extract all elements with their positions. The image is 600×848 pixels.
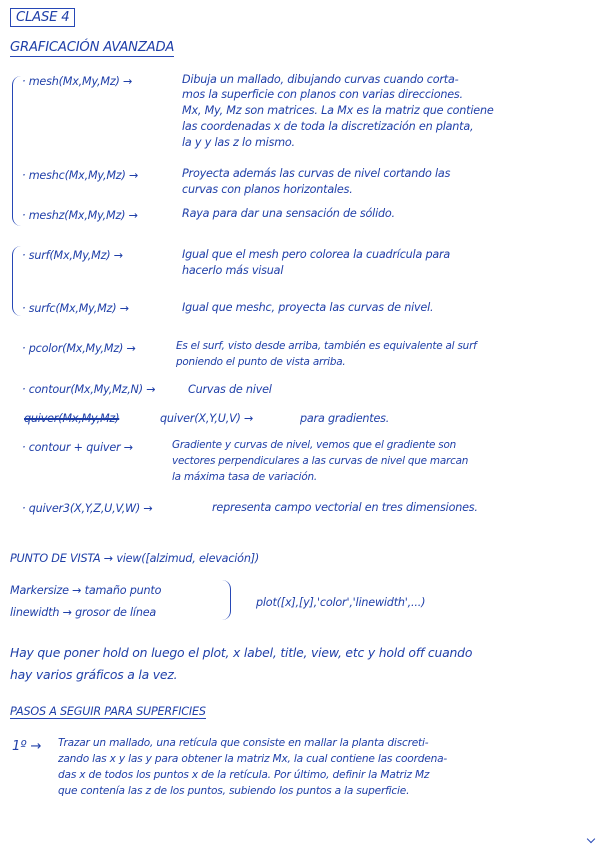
plot-syntax: plot([x],[y],'color','linewidth',...) <box>256 596 426 609</box>
desc-meshc-1: Proyecta además las curvas de nivel cortando las <box>182 167 451 180</box>
group1-brace <box>12 76 21 226</box>
hold-note-1: Hay que poner hold on luego el plot, x label, title, view, etc y hold off cuando <box>10 645 473 660</box>
desc-cq-2: vectores perpendiculares a las curvas de nivel que marcan <box>172 455 469 467</box>
cmd-quiver: quiver(X,Y,U,V) → <box>160 412 254 425</box>
desc-surfc: Igual que meshc, proyecta las curvas de nivel. <box>182 301 434 314</box>
desc-mesh-2: mos la superficie con planos con varias direcciones. <box>182 88 463 101</box>
desc-mesh-4: las coordenadas x de toda la discretización en planta, <box>182 120 474 133</box>
step1-line-4: que contenía las z de los puntos, subiendo los puntos a la superficie. <box>58 785 410 797</box>
desc-cq-1: Gradiente y curvas de nivel, vemos que el gradiente son <box>172 439 456 451</box>
desc-pcolor-2: poniendo el punto de vista arriba. <box>176 356 346 368</box>
desc-surf-1: Igual que el mesh pero colorea la cuadrícula para <box>182 248 451 261</box>
steps-title: PASOS A SEGUIR PARA SUPERFICIES <box>10 705 206 718</box>
cmd-meshc: · meshc(Mx,My,Mz) → <box>22 169 139 182</box>
desc-mesh-3: Mx, My, Mz son matrices. La Mx es la matriz que contiene <box>182 104 494 117</box>
struck-command: quiver(Mx,My,Mz) <box>24 412 120 425</box>
cmd-contour: · contour(Mx,My,Mz,N) → <box>22 383 156 396</box>
desc-pcolor-1: Es el surf, visto desde arriba, también es equivalente al surf <box>176 340 477 352</box>
step1-line-2: zando las x y las y para obtener la matriz Mx, la cual contiene las coordena- <box>58 753 448 765</box>
cmd-meshz: · meshz(Mx,My,Mz) → <box>22 209 138 222</box>
step1-number: 1º → <box>12 739 42 754</box>
cmd-mesh: · mesh(Mx,My,Mz) → <box>22 75 133 88</box>
desc-mesh-5: la y y las z lo mismo. <box>182 136 295 149</box>
page-corner-mark <box>587 835 595 843</box>
cmd-surfc: · surfc(Mx,My,Mz) → <box>22 302 129 315</box>
hold-note-2: hay varios gráficos a la vez. <box>10 667 178 682</box>
desc-mesh-1: Dibuja un mallado, dibujando curvas cuando corta- <box>182 73 459 86</box>
cmd-quiver3: · quiver3(X,Y,Z,U,V,W) → <box>22 502 153 515</box>
step1-line-3: das x de todos los puntos x de la retícula. Por último, definir la Matriz Mz <box>58 769 430 781</box>
desc-cq-3: la máxima tasa de variación. <box>172 471 317 483</box>
class-label: CLASE 4 <box>10 8 75 27</box>
step1-line-1: Trazar un mallado, una retícula que consiste en mallar la planta discreti- <box>58 737 429 749</box>
linewidth-note: linewidth → grosor de línea <box>10 606 157 619</box>
markersize-note: Markersize → tamaño punto <box>10 584 162 597</box>
cmd-surf: · surf(Mx,My,Mz) → <box>22 249 123 262</box>
group2-brace <box>12 246 21 316</box>
cmd-contour-quiver: · contour + quiver → <box>22 441 133 454</box>
desc-surf-2: hacerlo más visual <box>182 264 284 277</box>
view-brace <box>222 580 231 620</box>
desc-meshz: Raya para dar una sensación de sólido. <box>182 207 395 220</box>
view-label: PUNTO DE VISTA → view([alzimud, elevación]) <box>10 552 260 565</box>
cmd-pcolor: · pcolor(Mx,My,Mz) → <box>22 342 136 355</box>
desc-quiver3: representa campo vectorial en tres dimensiones. <box>212 501 478 514</box>
page-title: GRAFICACIÓN AVANZADA <box>10 40 175 55</box>
desc-contour: Curvas de nivel <box>188 383 272 396</box>
desc-quiver: para gradientes. <box>300 412 390 425</box>
desc-meshc-2: curvas con planos horizontales. <box>182 183 353 196</box>
